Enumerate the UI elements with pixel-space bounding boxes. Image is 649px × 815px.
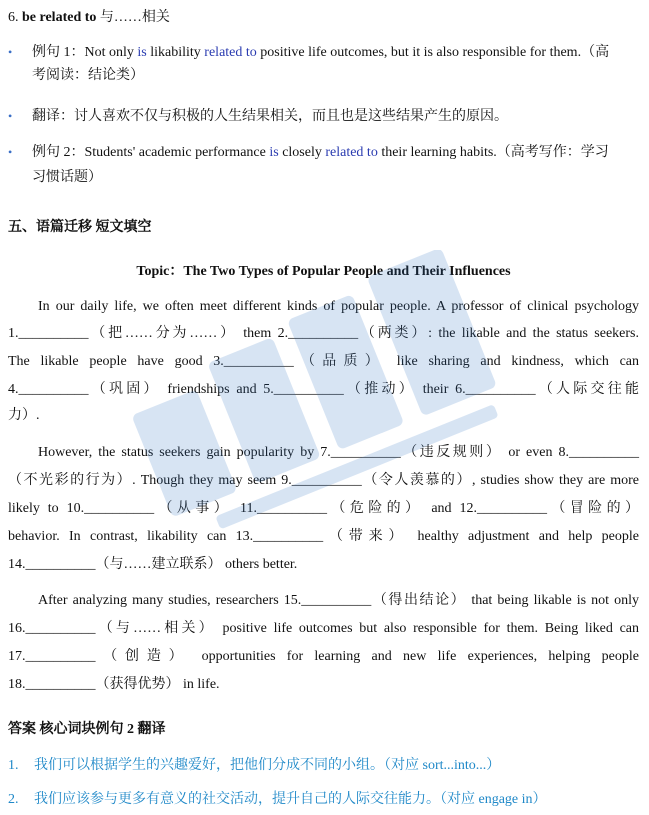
passage-line: The likable people have good 3.__________（品质） like sharing and kindness, which can — [8, 354, 639, 369]
section-heading-a: 五、语篇迁移 — [8, 220, 92, 235]
answer-text: 我们应该参与更多有意义的社交活动，提升自己的人际交往能力。（对应 engage in） — [34, 792, 547, 807]
passage-line: likely to 10.__________（从事） 11.__________（危险的） and 12.__________（冒险的） — [8, 501, 639, 516]
section-heading-b: 短文填空 — [92, 220, 152, 235]
answer-text: 我们可以根据学生的兴趣爱好，把他们分成不同的小组。（对应 sort...into...） — [34, 758, 501, 773]
answer-number: 1. — [8, 758, 19, 773]
example-text: their learning habits.（高考写作：学习 — [377, 145, 609, 160]
bullet-icon: • — [8, 145, 13, 159]
highlight-related-to: related to — [325, 145, 378, 160]
bullet-icon: • — [8, 109, 13, 123]
bullet-icon: • — [8, 45, 13, 59]
example-text: closely — [278, 145, 326, 160]
example-text: 例句 1：Not only — [32, 45, 138, 60]
passage-line: 1.__________（把……分为……） them 2.__________（两类）: the likable and the status seekers. — [8, 326, 639, 341]
example-2 — [8, 142, 639, 163]
answer-number: 2. — [8, 792, 19, 807]
translation-text: 翻译：讨人喜欢不仅与积极的人生结果相关，而且也是这些结果产生的原因。 — [32, 109, 508, 124]
answers-heading-a: 答案 — [8, 722, 36, 737]
example-2-cont: 习惯话题） — [32, 170, 102, 185]
passage-line: 17.__________（创造） opportunities for learning and new life experiences, helping people — [8, 649, 639, 664]
example-text: 例句 2：Students' academic performance — [32, 145, 270, 160]
example-1 — [8, 42, 639, 63]
example-1-cont: 考阅读：结论类） — [32, 68, 144, 83]
heading-chinese: 与……相关 — [99, 10, 170, 25]
passage-line: 4.__________（巩固） friendships and 5.__________（推动） their 6.__________（人际交往能 — [8, 382, 639, 397]
answer-item — [8, 790, 639, 810]
passage-line: （不光彩的行为）. Though they may seem 9.__________（令人羡慕的）, studies show they are more — [8, 473, 639, 488]
passage-title: Topic：The Two Types of Popular People and Their Influences — [136, 264, 511, 279]
example-text: likability — [146, 45, 205, 60]
passage-line: In our daily life, we often meet different kinds of popular people. A professor of clinical psychology — [38, 299, 639, 314]
section-heading — [8, 218, 639, 238]
passage-line: However, the status seekers gain popularity by 7.__________（违反规则） or even 8.__________ — [38, 445, 639, 460]
highlight-is: is — [269, 145, 279, 160]
passage-line: After analyzing many studies, researchers 15.__________（得出结论） that being likable is not only — [38, 593, 639, 608]
heading-phrase: be related to — [22, 10, 97, 25]
highlight-related-to: related to — [204, 45, 257, 60]
example-text: positive life outcomes, but it is also responsible for them.（高 — [256, 45, 610, 60]
heading-number: 6. — [8, 10, 19, 25]
translation — [8, 106, 639, 127]
passage-line: 14.__________（与……建立联系） others better. — [8, 557, 298, 572]
passage-line: 力）. — [8, 408, 40, 423]
answer-item — [8, 756, 639, 776]
answers-heading — [8, 720, 639, 740]
phrase-heading — [8, 8, 639, 28]
highlight-is: is — [137, 45, 147, 60]
passage-line: 16.__________（与……相关） positive life outcomes but also responsible for them. Being liked can — [8, 621, 639, 636]
answers-heading-b: 核心词块例句 2 翻译 — [36, 722, 166, 737]
passage-line: 18.__________（获得优势） in life. — [8, 677, 220, 692]
passage-line: behavior. In contrast, likability can 13.__________（带来） healthy adjustment and help people — [8, 529, 639, 544]
